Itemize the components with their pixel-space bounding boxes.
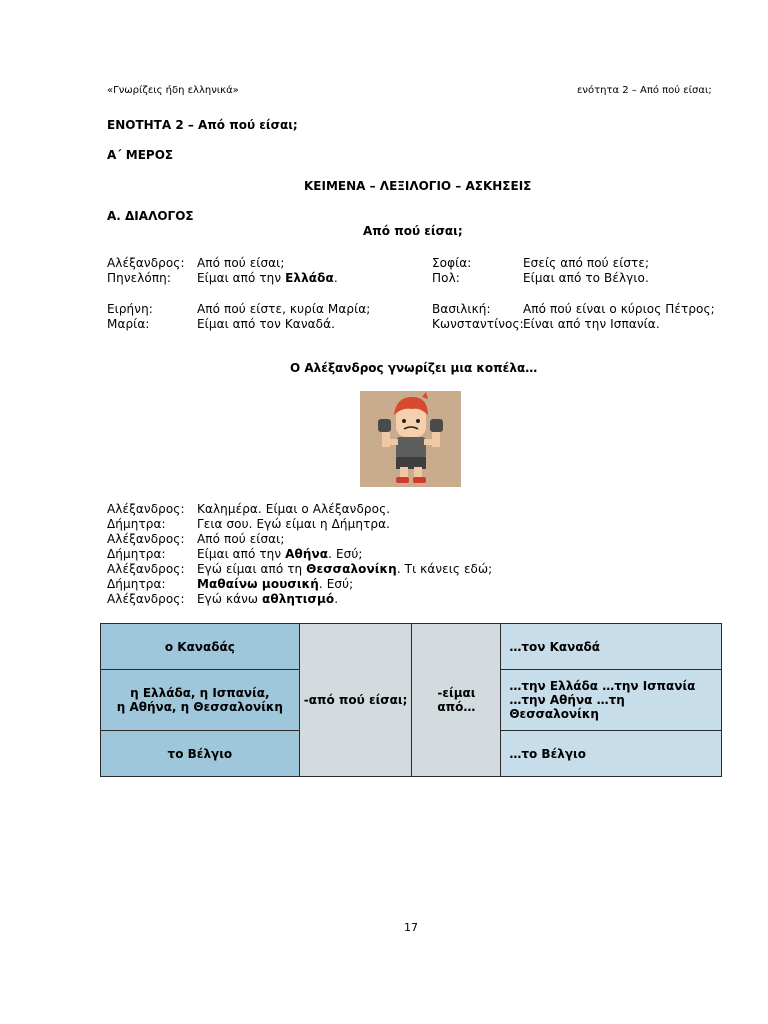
speaker: Ειρήνη:	[107, 302, 153, 316]
speaker: Σοφία:	[432, 256, 472, 270]
table-cell: το Βέλγιο	[101, 731, 300, 777]
utterance	[197, 256, 284, 270]
table-cell	[101, 670, 300, 731]
utterance-text: Εγώ κάνω	[197, 592, 262, 606]
speaker: Αλέξανδρος:	[107, 532, 185, 546]
vocabulary-table	[100, 623, 722, 777]
answer-cell: -είμαι από…	[412, 624, 501, 777]
table-cell: …το Βέλγιο	[501, 731, 722, 777]
cell-line: η Ελλάδα, η Ισπανία,	[130, 686, 270, 700]
utterance-text: Από πού είστε, κυρία Μαρία;	[197, 302, 371, 316]
utterance-text: Είναι από την Ισπανία.	[523, 317, 660, 331]
speaker: Μαρία:	[107, 317, 150, 331]
section-heading: ΚΕΙΜΕΝΑ – ΛΕΞΙΛΟΓΙΟ – ΑΣΚΗΣΕΙΣ	[304, 179, 532, 193]
utterance-text: Είμαι από την	[197, 547, 286, 561]
utterance	[197, 592, 338, 606]
utterance-bold: Ελλάδα	[285, 271, 334, 285]
utterance-text: . Εσύ;	[328, 547, 363, 561]
utterance-text: Είμαι από το Βέλγιο.	[523, 271, 649, 285]
utterance-text: Εσείς από πού είστε;	[523, 256, 650, 270]
utterance	[197, 271, 338, 285]
speaker: Βασιλική:	[432, 302, 491, 316]
utterance-text: . Τι κάνεις εδώ;	[396, 562, 493, 576]
utterance-text: Από πού είσαι;	[197, 532, 285, 546]
dialog-title: Από πού είσαι;	[363, 224, 463, 238]
table-cell: …τον Καναδά	[501, 624, 722, 670]
cell-line: …την Αθήνα …τη Θεσσαλονίκη	[509, 693, 625, 721]
unit-title: ΕΝΟΤΗΤΑ 2 – Από πού είσαι;	[107, 118, 298, 132]
table-row	[101, 624, 722, 670]
header-unit: ενότητα 2 – Από πού είσαι;	[577, 85, 712, 96]
table-cell: ο Καναδάς	[101, 624, 300, 670]
speaker: Αλέξανδρος:	[107, 502, 185, 516]
utterance-text: Εγώ είμαι από τη	[197, 562, 307, 576]
boy-figure-icon	[360, 391, 461, 487]
utterance-text: .	[334, 592, 339, 606]
speaker: Δήμητρα:	[107, 517, 166, 531]
page-number: 17	[404, 921, 418, 934]
utterance	[197, 577, 353, 591]
utterance-bold: Αθήνα	[285, 547, 329, 561]
part-title: Α΄ ΜΕΡΟΣ	[107, 148, 174, 162]
speaker: Πολ:	[432, 271, 460, 285]
utterance-bold: Θεσσαλονίκη	[306, 562, 397, 576]
speaker: Αλέξανδρος:	[107, 562, 185, 576]
utterance-bold: Μαθαίνω μουσική	[197, 577, 319, 591]
story-title: Ο Αλέξανδρος γνωρίζει μια κοπέλα…	[290, 361, 538, 375]
utterance-text: Είμαι από την	[197, 271, 286, 285]
utterance	[197, 562, 492, 576]
header-book-title: «Γνωρίζεις ήδη ελληνικά»	[107, 85, 239, 96]
utterance-text: Από πού είσαι;	[197, 256, 285, 270]
question-cell: -από πού είσαι;	[299, 624, 412, 777]
boy-illustration	[360, 391, 461, 487]
table-cell	[501, 670, 722, 731]
speaker: Πηνελόπη:	[107, 271, 172, 285]
cell-line: η Αθήνα, η Θεσσαλονίκη	[116, 700, 283, 714]
utterance-text: Γεια σου. Εγώ είμαι η Δήμητρα.	[197, 517, 391, 531]
speaker: Κωνσταντίνος:	[432, 317, 524, 331]
dialog-heading: Α. ΔΙΑΛΟΓΟΣ	[107, 209, 194, 223]
utterance-text: .	[333, 271, 338, 285]
utterance-text: . Εσύ;	[318, 577, 354, 591]
speaker: Δήμητρα:	[107, 577, 166, 591]
utterance-bold: αθλητισμό	[262, 592, 335, 606]
utterance-text: Είμαι από τον Καναδά.	[197, 317, 335, 331]
cell-line: …την Ελλάδα …την Ισπανία	[509, 679, 696, 693]
utterance-text: Από πού είναι ο κύριος Πέτρος;	[523, 302, 715, 316]
utterance-text: Καλημέρα. Είμαι ο Αλέξανδρος.	[197, 502, 391, 516]
speaker: Δήμητρα:	[107, 547, 166, 561]
speaker: Αλέξανδρος:	[107, 256, 185, 270]
speaker: Αλέξανδρος:	[107, 592, 185, 606]
utterance	[197, 547, 363, 561]
